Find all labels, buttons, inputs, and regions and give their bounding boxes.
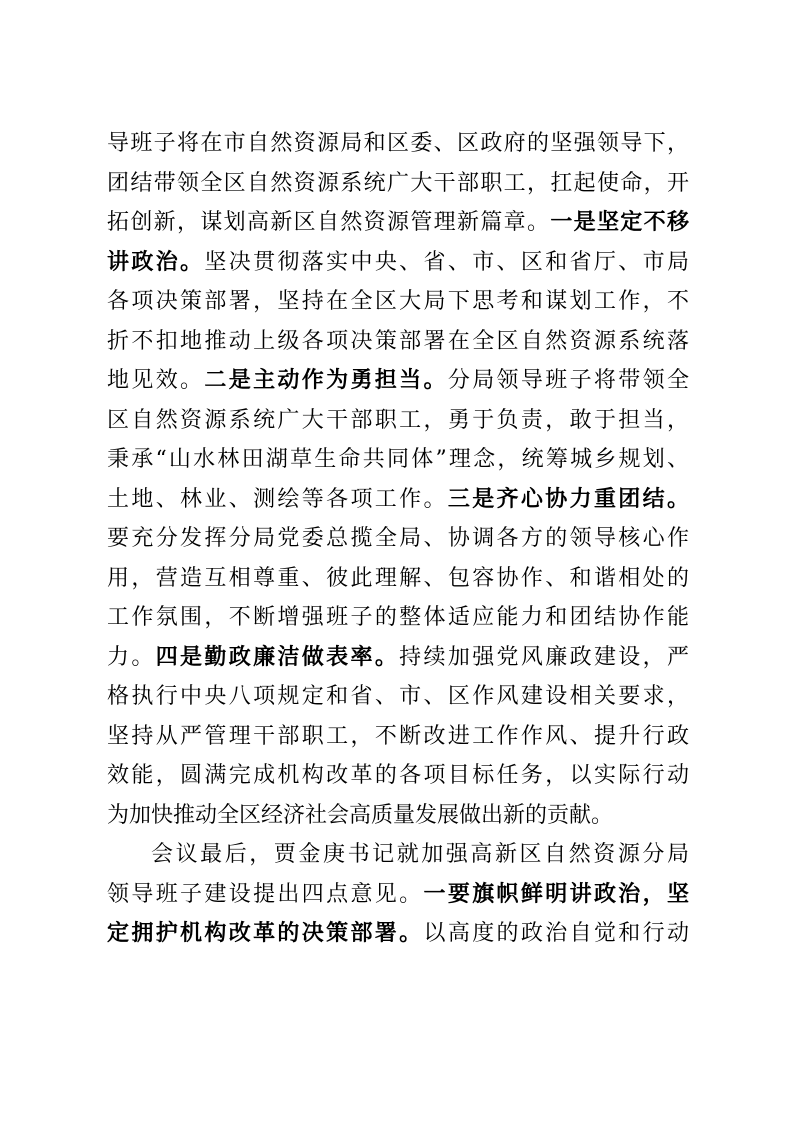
text-line <box>107 756 689 796</box>
text-line <box>107 598 689 638</box>
text-line <box>107 519 689 559</box>
text-segment: 各项决策部署，坚持在全区大局下思考和谋划工作，不 <box>107 289 689 314</box>
text-segment: 区自然资源系统广大干部职工，勇于负责，敢于担当， <box>107 407 689 433</box>
text-line <box>107 203 689 243</box>
bold-text-segment: 讲政治。 <box>107 248 205 275</box>
body-text <box>107 124 689 954</box>
text-segment: 力。 <box>107 644 156 670</box>
text-line <box>107 914 689 954</box>
text-line <box>107 164 689 204</box>
text-line <box>107 243 689 283</box>
text-segment: 持续加强党风廉政建设，严 <box>399 644 689 670</box>
text-line <box>107 480 689 520</box>
text-line <box>107 835 689 875</box>
text-segment: 分局领导班子将带领全 <box>447 368 689 393</box>
bold-text-segment: 二是主动作为勇担当。 <box>204 367 448 393</box>
text-segment: 为加快推动全区经济社会高质量发展做出新的贡献。 <box>107 802 614 828</box>
text-segment: 秉承“山水林田湖草生命共同体”理念，统筹城乡规划、 <box>107 447 689 472</box>
text-segment: 导班子将在市自然资源局和区委、区政府的坚强领导下， <box>107 131 689 156</box>
text-segment: 会议最后，贾金庚书记就加强高新区自然资源分局 <box>151 842 689 867</box>
text-segment: 团结带领全区自然资源系统广大干部职工，扛起使命，开 <box>107 170 689 196</box>
text-segment: 坚决贯彻落实中央、省、市、区和省厅、市局 <box>204 249 689 275</box>
text-line <box>107 440 689 480</box>
text-line <box>107 559 689 599</box>
bold-text-segment: 三是齐心协力重团结。 <box>447 485 689 512</box>
text-line <box>107 282 689 322</box>
text-segment: 格执行中央八项规定和省、市、区作风建设相关要求， <box>107 684 689 709</box>
text-segment: 以高度的政治自觉和行动 <box>423 921 689 946</box>
text-line <box>107 401 689 441</box>
text-segment: 坚持从严管理干部职工，不断改进工作作风、提升行政 <box>107 723 689 749</box>
text-line <box>107 796 689 836</box>
text-segment: 工作氛围，不断增强班子的整体适应能力和团结协作能 <box>107 605 689 630</box>
text-line <box>107 361 689 401</box>
text-line <box>107 124 689 164</box>
text-segment: 用，营造互相尊重、彼此理解、包容协作、和谐相处的 <box>107 565 689 591</box>
text-segment: 土地、林业、测绘等各项工作。 <box>107 486 448 512</box>
text-segment: 效能，圆满完成机构改革的各项目标任务，以实际行动 <box>107 763 689 788</box>
bold-text-segment: 一是坚定不移 <box>550 209 689 235</box>
text-line <box>107 638 689 678</box>
text-line <box>107 322 689 362</box>
text-segment: 要充分发挥分局党委总揽全局、协调各方的领导核心作 <box>107 526 689 551</box>
text-line <box>107 677 689 717</box>
text-segment: 折不扣地推动上级各项决策部署在全区自然资源系统落 <box>107 328 689 354</box>
bold-text-segment: 一要旗帜鲜明讲政治，坚 <box>423 880 689 907</box>
text-segment: 地见效。 <box>107 368 205 393</box>
text-line <box>107 717 689 757</box>
text-segment: 领导班子建设提出四点意见。 <box>107 881 424 907</box>
text-segment: 拓创新，谋划高新区自然资源管理新篇章。 <box>107 210 551 235</box>
text-line <box>107 875 689 915</box>
bold-text-segment: 四是勤政廉洁做表率。 <box>155 643 400 670</box>
bold-text-segment: 定拥护机构改革的决策部署。 <box>107 920 424 946</box>
